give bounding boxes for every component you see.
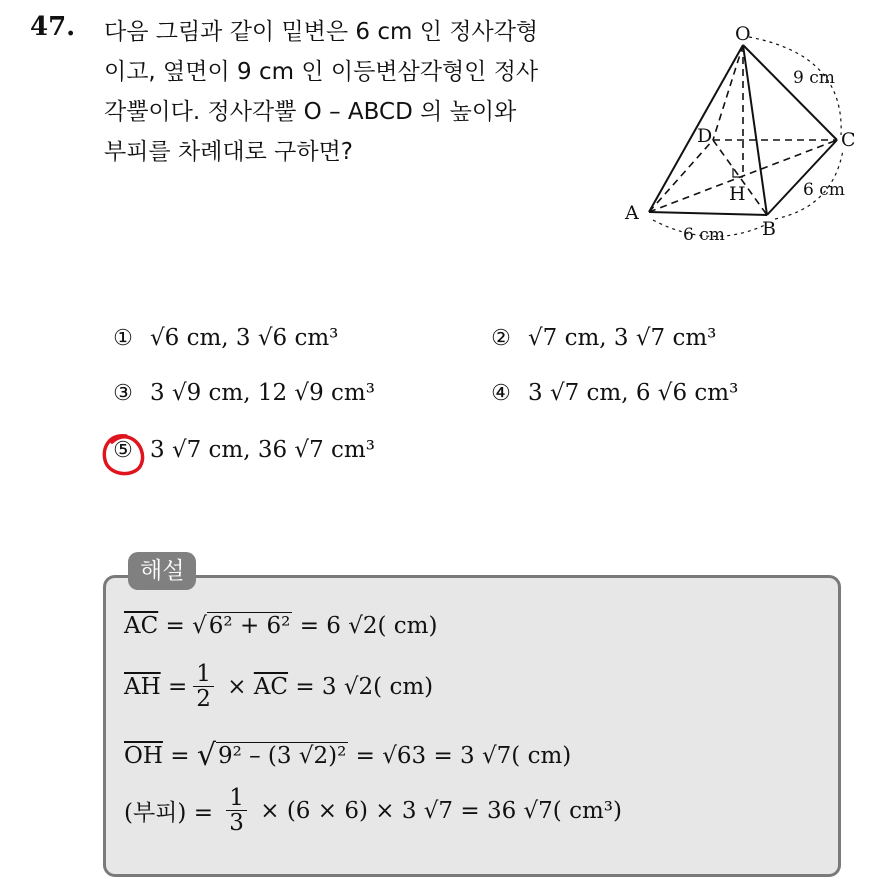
choice-text: √7 cm, 3 √7 cm³ xyxy=(528,325,717,351)
choice-number: ② xyxy=(491,325,511,351)
segment-AH: $\overline{AH}$ xyxy=(124,673,161,700)
choice-5[interactable] xyxy=(110,437,375,463)
fraction xyxy=(226,786,247,835)
result: = √63 = 3 √7( cm) xyxy=(348,742,572,769)
choice-text: 3 √9 cm, 12 √9 cm³ xyxy=(150,380,375,406)
sqrt-sign: √ xyxy=(192,612,207,639)
choice-4[interactable] xyxy=(488,380,738,406)
denominator: 3 xyxy=(229,810,244,837)
result: × (6 × 6) × 3 √7 = 36 √7( cm³) xyxy=(252,797,622,824)
question-line: 각뿔이다. 정사각뿔 O – ABCD 의 높이와 xyxy=(104,99,517,125)
solution-line-3 xyxy=(124,738,571,773)
label-6cm-ab: 6 cm xyxy=(683,225,725,245)
numerator: 1 xyxy=(226,786,247,811)
edge-OB xyxy=(743,45,767,215)
solution-line-2 xyxy=(124,662,433,711)
question-line: 다음 그림과 같이 밑변은 6 cm 인 정사각형 xyxy=(104,19,539,45)
radicand: 6² + 6² xyxy=(208,613,291,639)
question-line: 이고, 옆면이 9 cm 인 이등변삼각형인 정사 xyxy=(104,59,539,85)
label-B: B xyxy=(762,218,776,240)
solution-line-4 xyxy=(124,786,622,835)
edge-OC xyxy=(743,45,837,140)
fraction xyxy=(193,662,214,711)
sqrt-sign: √ xyxy=(196,738,216,773)
label-H: H xyxy=(729,183,746,205)
choice-number: ⑤ xyxy=(113,437,133,463)
edge-OD xyxy=(713,45,743,140)
choice-number: ④ xyxy=(491,380,511,406)
choice-text: √6 cm, 3 √6 cm³ xyxy=(150,325,339,351)
pyramid-figure xyxy=(615,15,870,250)
solution-tab: 해설 xyxy=(128,552,196,590)
label-A: A xyxy=(625,202,639,224)
choice-2[interactable] xyxy=(488,325,716,351)
label-O: O xyxy=(735,23,751,45)
equals: = xyxy=(160,673,188,700)
choice-1[interactable] xyxy=(110,325,338,351)
result: = 3 √2( cm) xyxy=(288,673,434,700)
edge-AB xyxy=(649,212,767,215)
equals: = xyxy=(158,612,193,639)
choice-text: 3 √7 cm, 6 √6 cm³ xyxy=(528,380,739,406)
edge-BC xyxy=(767,140,837,215)
question-number: 47. xyxy=(30,12,76,42)
choice-number: ③ xyxy=(113,380,133,406)
solution-line-1 xyxy=(124,612,437,639)
segment-AC: $\overline{AC}$ xyxy=(124,612,159,639)
times: × xyxy=(219,673,254,700)
numerator: 1 xyxy=(193,662,214,687)
segment-AC: $\overline{AC}$ xyxy=(253,673,289,700)
question-line: 부피를 차례대로 구하면? xyxy=(104,139,354,165)
label-6cm-bc: 6 cm xyxy=(803,180,845,200)
edge-AD xyxy=(649,140,713,212)
label-9cm: 9 cm xyxy=(793,68,835,88)
choice-3[interactable] xyxy=(110,380,375,406)
question-text xyxy=(104,12,604,172)
choice-number: ① xyxy=(113,325,133,351)
result: = 6 √2( cm) xyxy=(292,612,438,639)
volume-label: (부피) = xyxy=(124,800,221,827)
equals: = xyxy=(162,742,197,769)
label-C: C xyxy=(841,129,856,151)
radicand: 9² – (3 √2)² xyxy=(217,743,347,769)
denominator: 2 xyxy=(196,686,211,713)
choice-text: 3 √7 cm, 36 √7 cm³ xyxy=(150,437,375,463)
answer-circle-mark xyxy=(99,430,149,480)
segment-OH: $\overline{OH}$ xyxy=(124,742,163,769)
label-D: D xyxy=(697,125,713,147)
